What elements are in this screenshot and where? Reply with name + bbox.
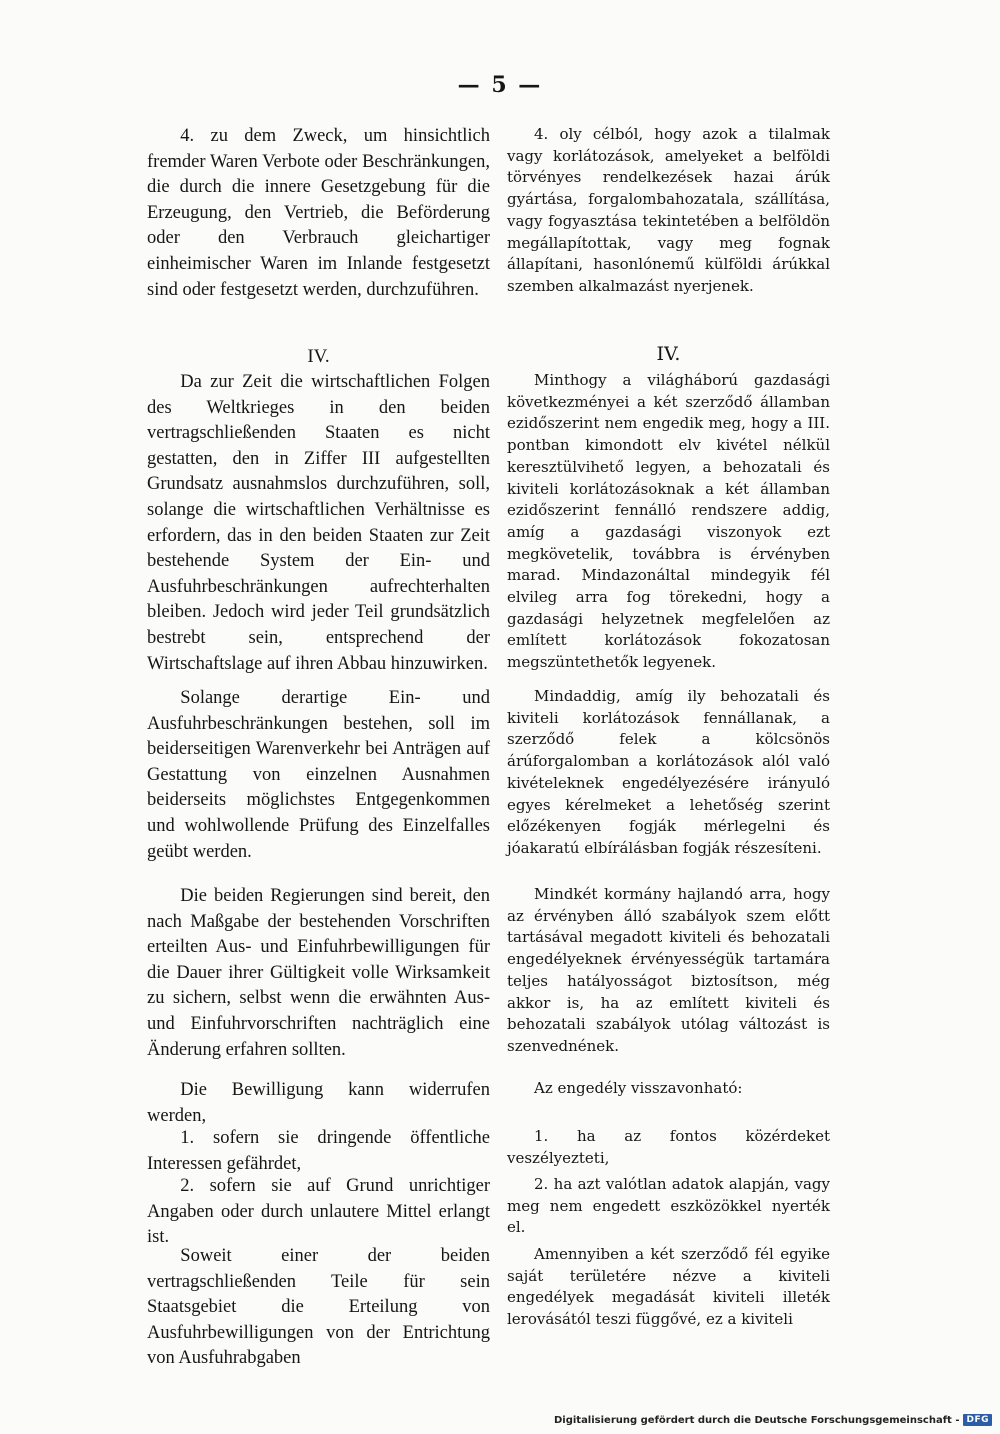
german-paragraph-a: Da zur Zeit die wirtschaftlichen Folgen des Weltkrieges in den beiden vertragschließenden Staaten es nicht gestatten, den in Ziffer III aufgestellten Grundsatz ausnahmslos durchzuführen, soll, solange die wirtschaftlichen Verhältnisse es erfordern, das in den beiden Staaten zur Zeit bestehende System der Ein- und Ausfuhrbeschränkungen aufrechterhalten bleiben. Jedoch wird jeder Teil grundsätzlich bestrebt sein, entsprechend der Wirtschaftslage auf ihren Abbau hinzuwirken. (147, 372, 490, 674)
hungarian-paragraph-a: Minthogy a világháború gazdasági következményei a két szerződő államban ezidőszerint nem engedik meg, hogy a III. pontban kimondott elv kivétel nélkül keresztülvihető legyen, a behozatali és kiviteli korlátozásoknak a két államban ezidőszerint fennálló rendszere addig, amíg a gazdasági viszonyok ezt megkövetelik, továbbra is érvényben marad. Mindazonáltal mindegyik fél elvileg arra fog törekedni, hogy a gazdasági helyzetnek megfelelően az említett korlátozások fokozatosan megszüntethetők legyenek. (507, 371, 830, 672)
hungarian-paragraph-4: 4. oly célból, hogy azok a tilalmak vagy korlátozások, amelyeket a belföldi törvényes rendelkezések hazai árúk gyártása, forgalombahozatala, szállítása, vagy fogyasztása tekintetében a belföldön megállapítottak, vagy meg fognak állapítani, hasonlónemű külföldi árúkkal szemben alkalmazást nyerjenek. (507, 125, 830, 295)
footer-credit-text: Digitalisierung gefördert durch die Deutsche Forschungsgemeinschaft - (553, 1414, 960, 1426)
hungarian-paragraph-e: Amennyiben a két szerződő fél egyike saját területére nézve a kiviteli engedélyek megadását kiviteli illeték lerovásától teszi függővé, ez a kiviteli (507, 1245, 830, 1329)
german-paragraph-d: Die Bewilligung kann widerrufen werden, (147, 1080, 490, 1126)
german-paragraph-4: 4. zu dem Zweck, um hinsichtlich fremder Waren Verbote oder Beschränkungen, die durch die innere Gesetzgebung für die Erzeugung, den Vertrieb, die Beförderung oder den Verbrauch gleichartiger einheimischer Waren im Inlande festgesetzt sind oder festgesetzt werden, durchzuführen. (147, 126, 490, 300)
dfg-logo-icon: DFG (963, 1414, 992, 1426)
german-item-1: 1. sofern sie dringende öffentliche Interessen gefährdet, (147, 1128, 490, 1174)
german-section-heading: IV. (307, 346, 330, 367)
german-paragraph-e: Soweit einer der beiden vertragschließenden Teile für sein Staatsgebiet die Erteilung von Ausfuhrbewilligungen von der Entrichtung von Ausfuhrabgaben (147, 1246, 490, 1369)
german-paragraph-c: Die beiden Regierungen sind bereit, den nach Maßgabe der bestehenden Vorschriften erteilten Aus- und Einfuhrbewilligungen für die Dauer ihrer Gültigkeit volle Wirksamkeit zu sichern, selbst wenn die erwähnten Aus- und Einfuhrvorschriften nachträglich eine Änderung erfahren sollten. (147, 886, 490, 1060)
hungarian-paragraph-b: Mindaddig, amíg ily behozatali és kiviteli korlátozások fennállanak, a szerződő felek a kölcsönös árúforgalomban a korlátozások alól való kivételeknek engedélyezésére irányuló egyes kérelmeket a lehetőség szerint előzékenyen fogják mérlegelni és jóakaratú elbírálásban fogják részesíteni. (507, 687, 830, 857)
hungarian-item-1: 1. ha az fontos közérdeket veszélyezteti, (507, 1127, 830, 1167)
hungarian-paragraph-d: Az engedély visszavonható: (534, 1079, 743, 1097)
german-item-2: 2. sofern sie auf Grund unrichtiger Angaben oder durch unlautere Mittel erlangt ist. (147, 1176, 490, 1248)
page-number: — 5 — (457, 72, 543, 98)
hungarian-item-2: 2. ha azt valótlan adatok alapján, vagy meg nem engedett eszközökkel nyerték el. (507, 1175, 830, 1237)
german-paragraph-b: Solange derartige Ein- und Ausfuhrbeschränkungen bestehen, soll im beiderseitigen Warenverkehr bei Anträgen auf Gestattung von einzelnen Ausnahmen beiderseits möglichstes Entgegenkommen und wohlwollende Prüfung des Einzelfalles geübt werden. (147, 688, 490, 862)
digitization-footer (554, 1414, 992, 1426)
hungarian-paragraph-c: Mindkét kormány hajlandó arra, hogy az érvényben álló szabályok szem előtt tartásával megadott kiviteli és behozatali engedélyeknek érvényességük tartamára teljes hatályosságot biztosítson, még akkor is, ha az említett kiviteli és behozatali szabályok utólag változást is szenvednének. (507, 885, 830, 1055)
hungarian-section-heading: IV. (656, 343, 681, 365)
